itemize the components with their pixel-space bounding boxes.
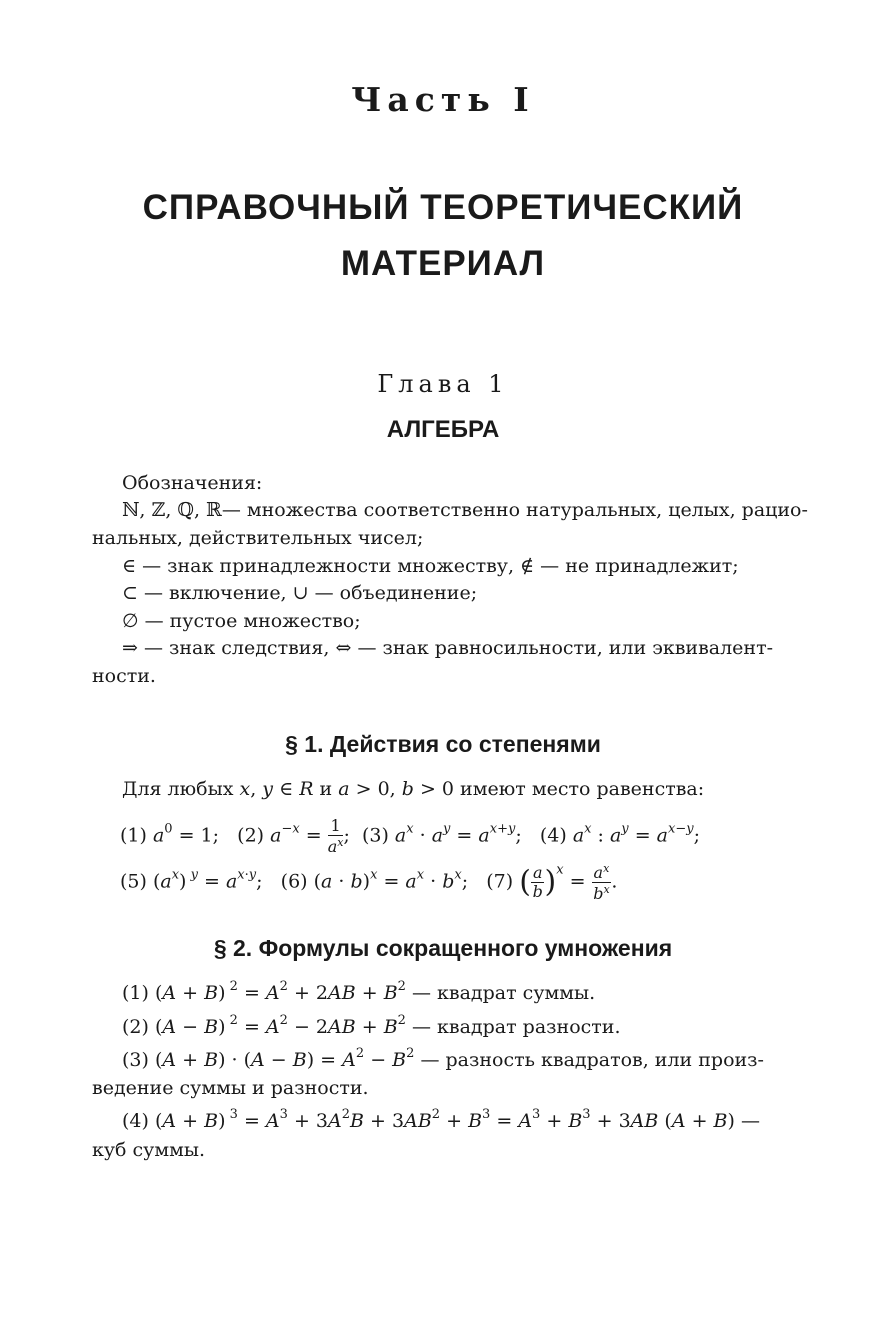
formula-1-text: — квадрат суммы. — [405, 982, 596, 1004]
formula-2-text: — квадрат разности. — [405, 1016, 621, 1038]
power-rules-row-2: (5) $(a^x) ^y = a^{x\cdot y}$; (6) $(a \cdot b)^x = a^x \cdot b^x$; (7) ( $\frac{a}{b}$ )$^x$ = $\frac{a^x}{b^x}$ . — [120, 862, 618, 903]
chapter-title: АЛГЕБРА — [386, 416, 500, 443]
formula-4-text: — — [734, 1110, 760, 1132]
section-1-intro: Для любых x, y ∈ R и a > 0, b > 0 имеют место равенства: — [122, 778, 705, 800]
power-rules-row-1: (1) $a^0 = 1$; (2) $a^{-x}$ = $\frac{1}{a^x}$ ; (3) $a^x \cdot a^y = a^{x+y}$; (4) $a^x$ : $a^y = a^{x-y}$; — [120, 816, 700, 856]
title-line-1: СПРАВОЧНЫЙ ТЕОРЕТИЧЕСКИЙ — [142, 188, 744, 227]
formula-1: (1) (A + B) $^2 = A^2 + 2AB + B^2$ — квадрат суммы. — [122, 979, 596, 1004]
section-2-title: § 2. Формулы сокращенного умножения — [213, 935, 673, 961]
notation-membership: ∈ — знак принадлежности множеству, ∉ — не принадлежит; — [122, 555, 739, 577]
part-heading: Часть I — [351, 80, 535, 119]
chapter-heading: Глава 1 — [377, 370, 509, 398]
section-1-title: § 1. Действия со степенями — [285, 731, 601, 757]
notation-inclusion: ⊂ — включение, ∪ — объединение; — [122, 582, 478, 604]
notation-sets-line-2: нальных, действительных чисел; — [92, 527, 424, 549]
formula-3-text: — разность квадратов, или произ- — [414, 1049, 764, 1071]
notation-implication-line-2: ности. — [92, 665, 156, 687]
notation-sets-line-1: ℕ, ℤ, ℚ, ℝ— множества соответственно натуральных, целых, рацио- — [122, 499, 808, 521]
notation-empty-set: ∅ — пустое множество; — [122, 610, 361, 632]
formula-2: (2) (A − B) $^2 = A^2 - 2AB + B^2$ — квадрат разности. — [122, 1013, 621, 1038]
formula-4-continuation: куб суммы. — [92, 1139, 206, 1161]
formula-3-continuation: ведение суммы и разности. — [92, 1077, 369, 1099]
notation-implication-line-1: ⇒ — знак следствия, ⇔ — знак равносильности, или эквивалент- — [122, 637, 774, 659]
notation-heading: Обозначения: — [122, 472, 263, 494]
formula-3: (3) $(A + B) \cdot (A - B) = A^2 - B^2$ — разность квадратов, или произ- — [122, 1046, 764, 1071]
title-line-2: МАТЕРИАЛ — [340, 244, 546, 283]
formula-4: (4) (A + B) $^3 = A^3 + 3A^2B + 3AB^2 + B^3 = A^3 + B^3 + 3AB$ (A + B) — — [122, 1107, 760, 1132]
